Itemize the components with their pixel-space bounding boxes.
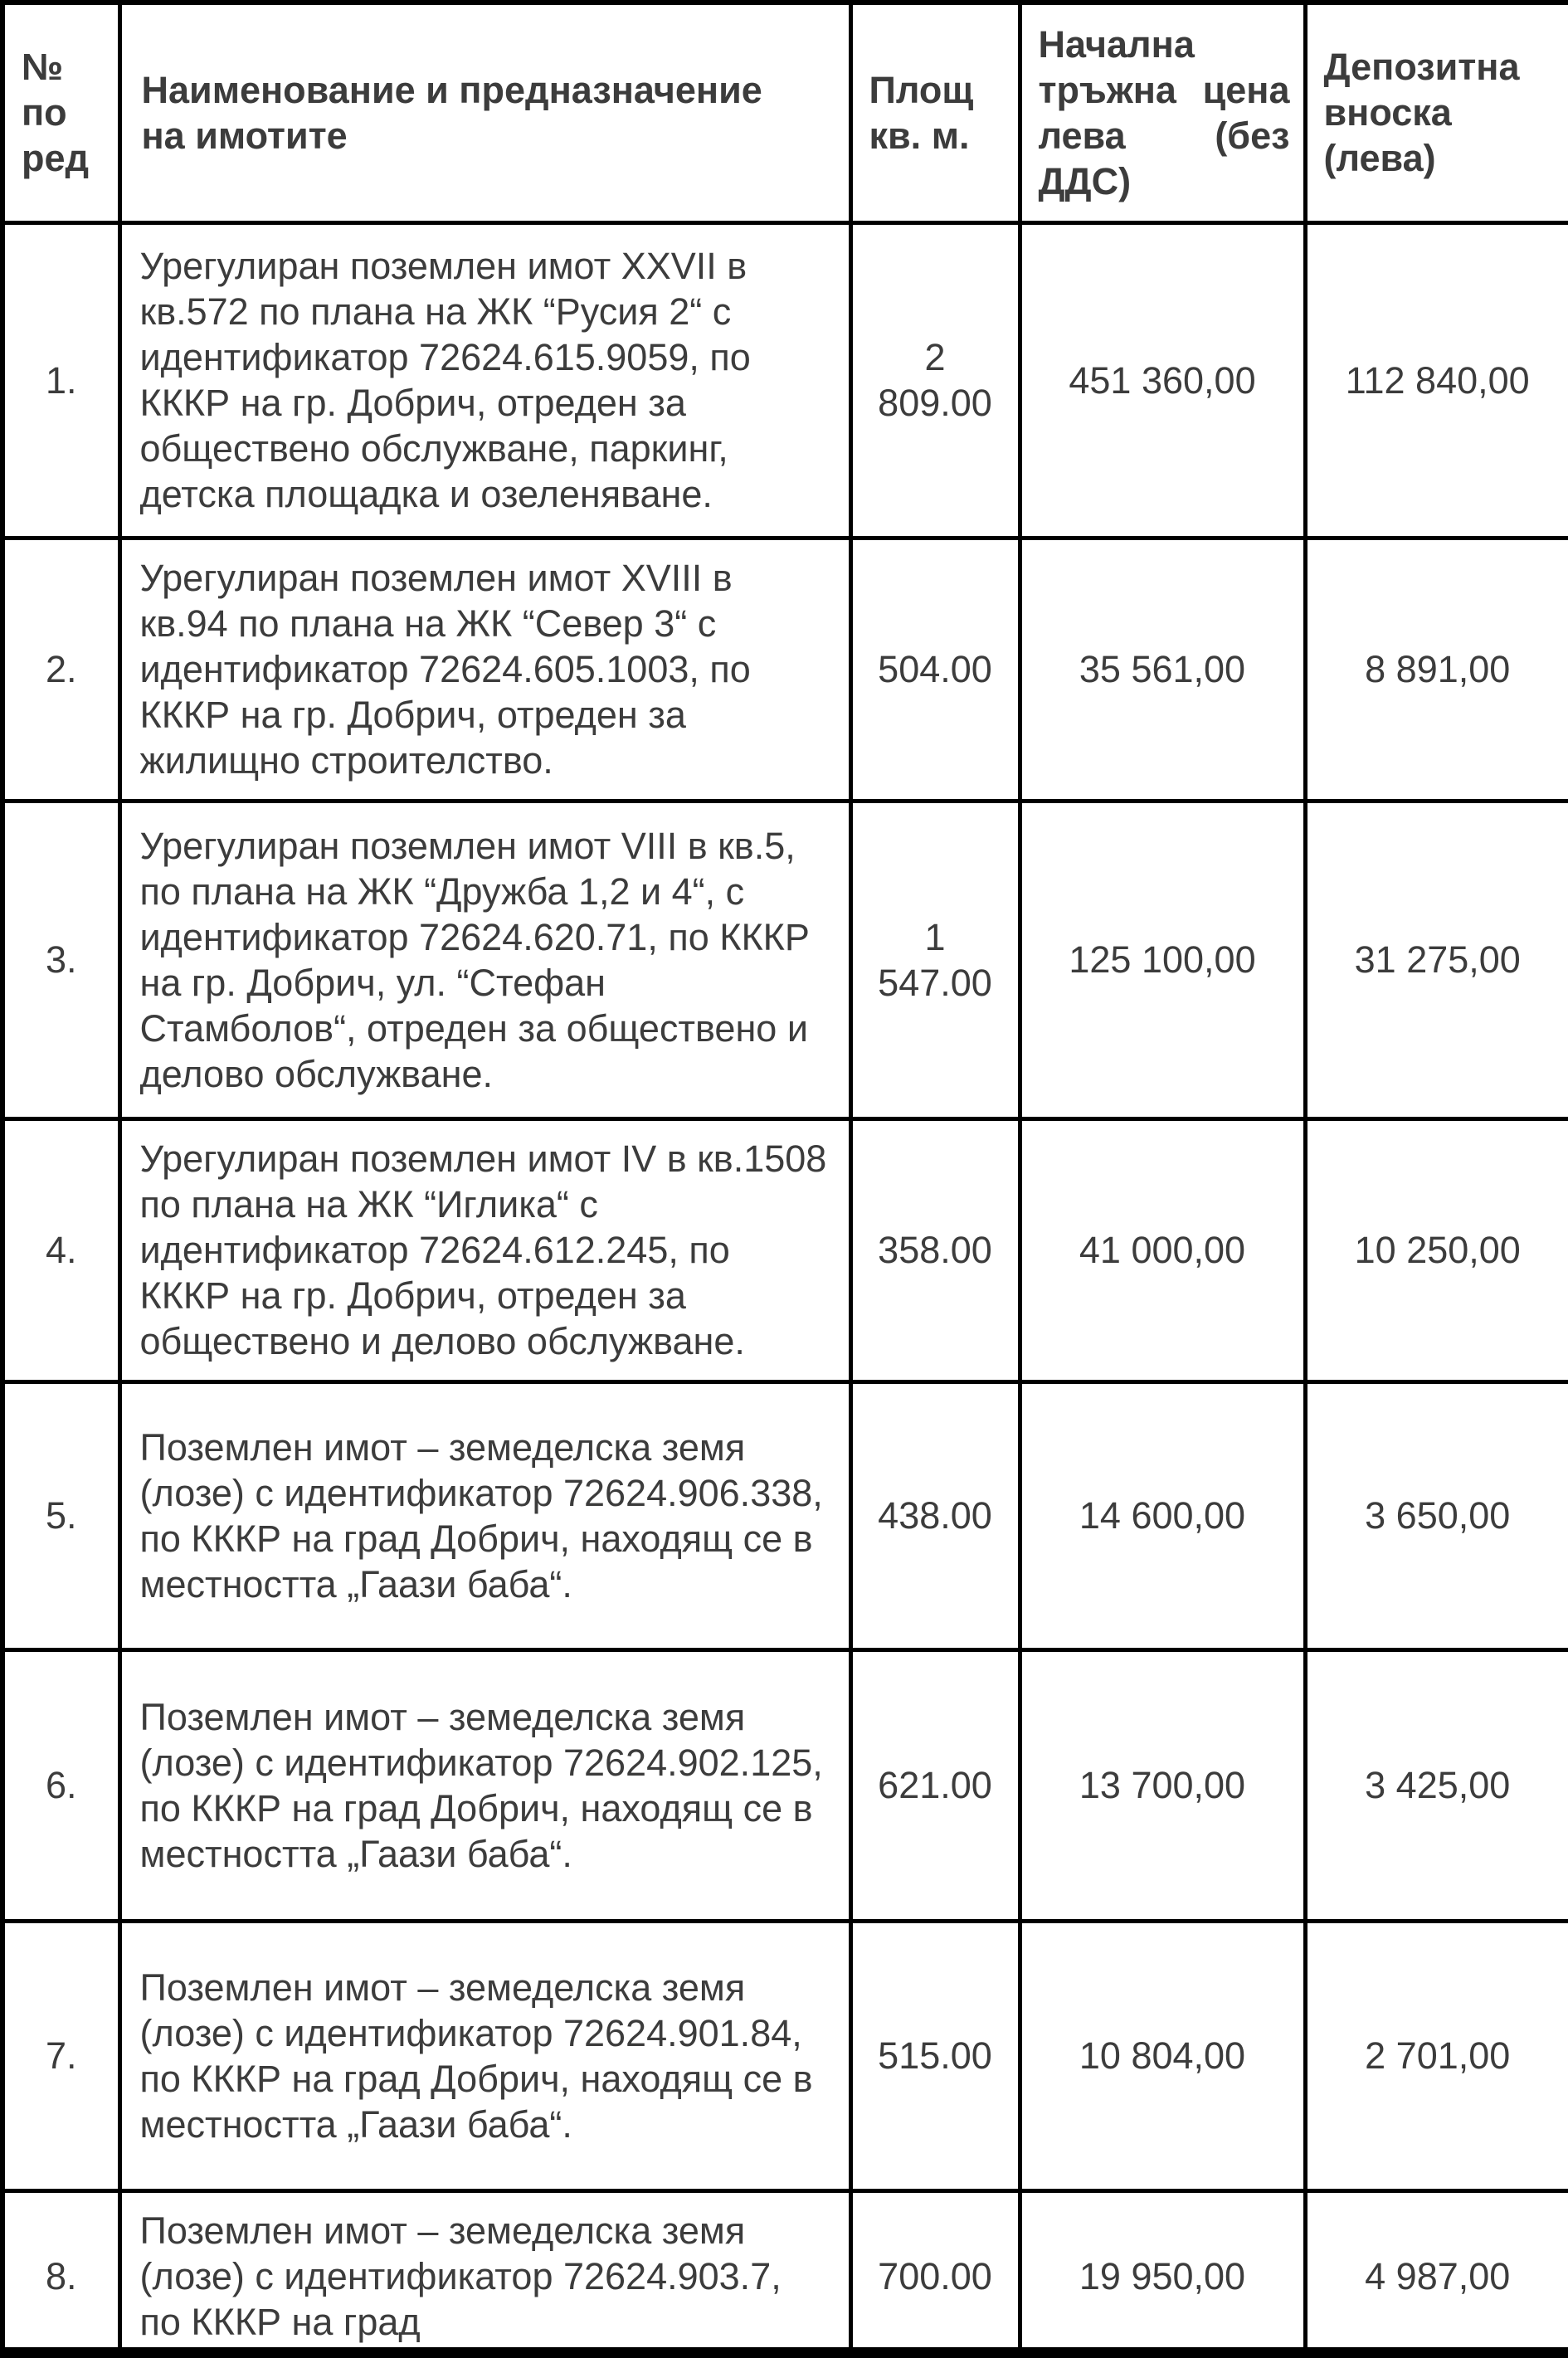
price-cell: 125 100,00 [1020,801,1305,1118]
deposit-cell: 2 701,00 [1305,1921,1568,2190]
price-cell: 13 700,00 [1020,1649,1305,1921]
price-cell: 19 950,00 [1020,2190,1305,2358]
table-row [2,1921,1568,2190]
header-row [2,2,1568,222]
deposit-cell: 4 987,00 [1305,2190,1568,2358]
row-number-cell: 6. [2,1649,119,1921]
description-cell: Урегулиран поземлен имот VIII в кв.5, по плана на ЖК “Дружба 1,2 и 4“, с идентификатор 72624.620.71, по КККР на гр. Добрич, ул. “Стефан Стамболов“, отреден за обществено и делово обслужване. [119,801,850,1118]
header-deposit: Депозитна вноска (лева) [1305,2,1568,222]
price-cell: 451 360,00 [1020,222,1305,538]
screenshot-bottom-crop-bar [0,2347,1568,2358]
table-row [2,801,1568,1118]
table-row [2,2190,1568,2358]
table-row [2,1649,1568,1921]
area-cell: 515.00 [850,1921,1020,2190]
area-cell: 1 547.00 [850,801,1020,1118]
row-number-cell: 2. [2,538,119,801]
deposit-cell: 10 250,00 [1305,1118,1568,1381]
table-row [2,222,1568,538]
header-property-name: Наименование и предназначение на имотите [119,2,850,222]
description-cell: Урегулиран поземлен имот XVIII в кв.94 по плана на ЖК “Север 3“ с идентификатор 72624.605.1003, по КККР на гр. Добрич, отреден за жилищно строителство. [119,538,850,801]
description-cell: Урегулиран поземлен имот IV в кв.1508 по плана на ЖК “Иглика“ с идентификатор 72624.612.245, по КККР на гр. Добрич, отреден за обществено и делово обслужване. [119,1118,850,1381]
area-cell: 621.00 [850,1649,1020,1921]
header-row-number: № по ред [2,2,119,222]
price-cell: 10 804,00 [1020,1921,1305,2190]
description-cell: Урегулиран поземлен имот XXVII в кв.572 по плана на ЖК “Русия 2“ с идентификатор 72624.615.9059, по КККР на гр. Добрич, отреден за обществено обслужване, паркинг, детска площадка и озеленяване. [119,222,850,538]
price-cell: 14 600,00 [1020,1381,1305,1649]
price-cell: 35 561,00 [1020,538,1305,801]
header-starting-price: Начална тръжна цена лева (без ДДС) [1020,2,1305,222]
table-row [2,538,1568,801]
header-area: Площ кв. м. [850,2,1020,222]
row-number-cell: 3. [2,801,119,1118]
area-cell: 358.00 [850,1118,1020,1381]
area-cell: 2 809.00 [850,222,1020,538]
deposit-cell: 3 425,00 [1305,1649,1568,1921]
table-row [2,1118,1568,1381]
table-row [2,1381,1568,1649]
deposit-cell: 8 891,00 [1305,538,1568,801]
row-number-cell: 5. [2,1381,119,1649]
row-number-cell: 7. [2,1921,119,2190]
row-number-cell: 8. [2,2190,119,2358]
area-cell: 438.00 [850,1381,1020,1649]
area-cell: 700.00 [850,2190,1020,2358]
deposit-cell: 31 275,00 [1305,801,1568,1118]
deposit-cell: 3 650,00 [1305,1381,1568,1649]
description-cell: Поземлен имот – земеделска земя (лозе) с идентификатор 72624.902.125, по КККР на град Добрич, находящ се в местността „Гаази баба“. [119,1649,850,1921]
table-body [2,222,1568,2358]
description-cell: Поземлен имот – земеделска земя (лозе) с идентификатор 72624.901.84, по КККР на град Добрич, находящ се в местността „Гаази баба“. [119,1921,850,2190]
description-cell: Поземлен имот – земеделска земя (лозе) с идентификатор 72624.906.338, по КККР на град Добрич, находящ се в местността „Гаази баба“. [119,1381,850,1649]
description-cell: Поземлен имот – земеделска земя (лозе) с идентификатор 72624.903.7, по КККР на град [119,2190,850,2358]
row-number-cell: 4. [2,1118,119,1381]
table-header [2,2,1568,222]
price-cell: 41 000,00 [1020,1118,1305,1381]
deposit-cell: 112 840,00 [1305,222,1568,538]
row-number-cell: 1. [2,222,119,538]
area-cell: 504.00 [850,538,1020,801]
